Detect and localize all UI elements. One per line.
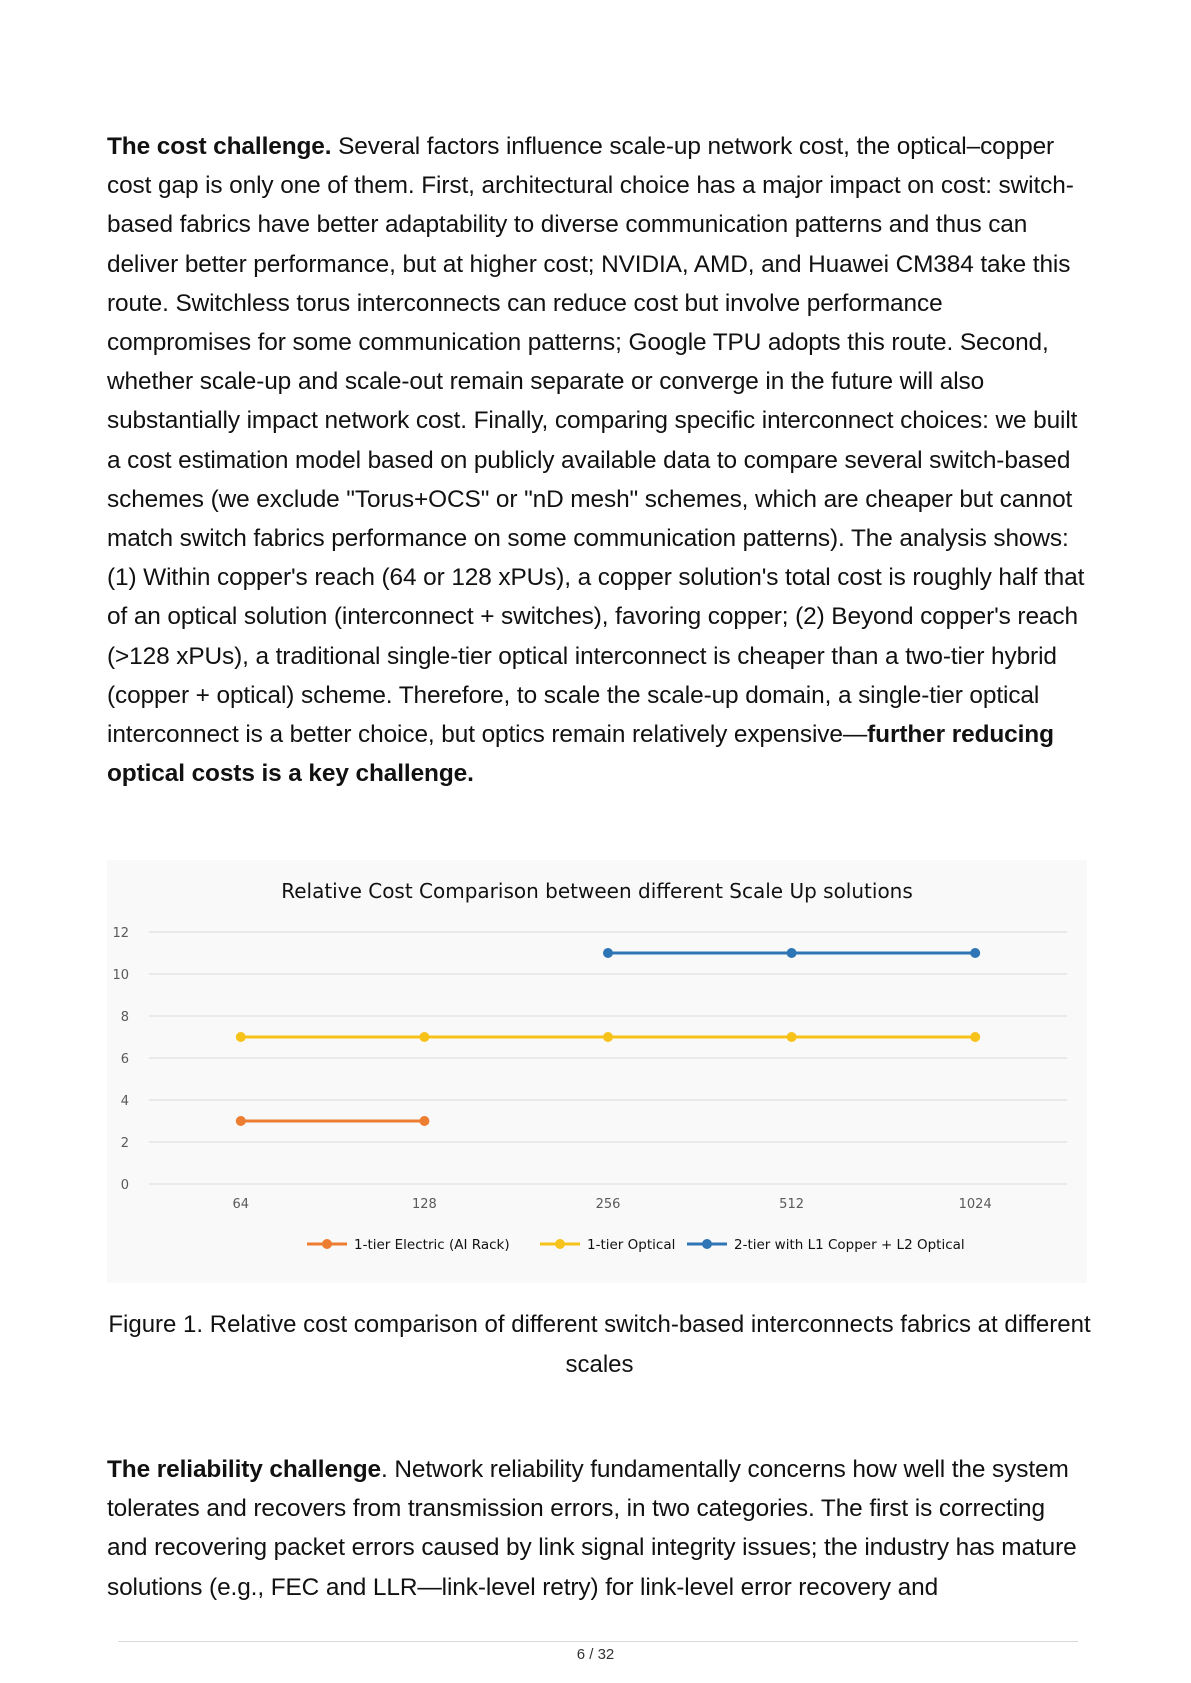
cost-comparison-chart <box>107 860 1087 1283</box>
cost-challenge-emphasis: further reducing optical costs is a key challenge. <box>107 721 1054 788</box>
data-point <box>419 1116 429 1126</box>
x-tick-label: 512 <box>779 1197 805 1212</box>
data-point <box>787 1032 797 1042</box>
y-tick-label: 10 <box>112 968 129 983</box>
data-point <box>236 1116 246 1126</box>
cost-challenge-body: Several factors influence scale-up network cost, the optical–copper cost gap is only one of them. First, architectural choice has a major impact on cost: switch-based fabrics have better adaptability to diverse communication patterns and thus can deliver better performance, but at higher cost; NVIDIA, AMD, and Huawei CM384 take this route. Switchless torus interconnects can reduce cost but involve performance compromises for some communication patterns; Google TPU adopts this route. Second, whether scale-up and scale-out remain separate or converge in the future will also substantially impact network cost. Finally, comparing specific interconnect choices: we built a cost estimation model based on publicly available data to compare several switch-based schemes (we exclude "Torus+OCS" or "nD mesh" schemes, which are cheaper but cannot match switch fabrics performance on some communication patterns). The analysis shows: (1) Within copper's reach (64 or 128 xPUs), a copper solution's total cost is roughly half that of an optical solution (interconnect + switches), favoring copper; (2) Beyond copper's reach (>128 xPUs), a traditional single-tier optical interconnect is cheaper than a two-tier hybrid (copper + optical) scheme. Therefore, to scale the scale-up domain, a single-tier optical interconnect is a better choice, but optics remain relatively expensive— <box>107 133 1085 749</box>
data-point <box>970 1032 980 1042</box>
x-tick-label: 256 <box>595 1197 621 1212</box>
legend-swatch-marker <box>702 1239 712 1249</box>
legend-label: 2-tier with L1 Copper + L2 Optical <box>734 1237 965 1253</box>
reliability-challenge-heading: The reliability challenge <box>107 1456 382 1483</box>
y-tick-label: 6 <box>120 1052 129 1067</box>
reliability-challenge-paragraph <box>107 1450 1092 1607</box>
data-point <box>970 948 980 958</box>
y-tick-label: 0 <box>120 1178 129 1193</box>
figure-caption: Figure 1. Relative cost comparison of different switch-based interconnects fabrics at different scales <box>108 1311 1091 1378</box>
cost-challenge-heading: The cost challenge. <box>107 133 332 160</box>
cost-challenge-paragraph <box>107 127 1092 793</box>
y-tick-label: 12 <box>112 926 129 941</box>
legend-label: 1-tier Electric (AI Rack) <box>354 1237 510 1253</box>
y-tick-label: 4 <box>120 1094 129 1109</box>
chart-title: Relative Cost Comparison between different Scale Up solutions <box>281 879 913 903</box>
footer-divider <box>118 1641 1078 1642</box>
x-axis-labels <box>233 1197 992 1212</box>
y-tick-label: 2 <box>120 1136 129 1151</box>
legend-label: 1-tier Optical <box>587 1237 676 1253</box>
x-tick-label: 64 <box>232 1197 250 1212</box>
chart-gridlines <box>149 932 1067 1184</box>
chart-legend <box>307 1237 965 1253</box>
data-point <box>603 1032 613 1042</box>
y-axis-labels <box>112 926 129 1193</box>
legend-swatch-marker <box>322 1239 332 1249</box>
x-tick-label: 1024 <box>958 1197 992 1212</box>
data-point <box>787 948 797 958</box>
data-point <box>419 1032 429 1042</box>
data-point <box>236 1032 246 1042</box>
cost-comparison-figure <box>107 860 1087 1283</box>
x-tick-label: 128 <box>411 1197 437 1212</box>
chart-series <box>236 948 980 1126</box>
data-point <box>603 948 613 958</box>
reliability-challenge-body: . Network reliability fundamentally concerns how well the system tolerates and recovers from transmission errors, in two categories. The first is correcting and recovering packet errors caused by link signal integrity issues; the industry has mature solutions (e.g., FEC and LLR—link-level retry) for link-level error recovery and <box>107 1456 1077 1601</box>
page-number: 6 / 32 <box>576 1646 615 1663</box>
y-tick-label: 8 <box>120 1010 129 1025</box>
legend-swatch-marker <box>555 1239 565 1249</box>
